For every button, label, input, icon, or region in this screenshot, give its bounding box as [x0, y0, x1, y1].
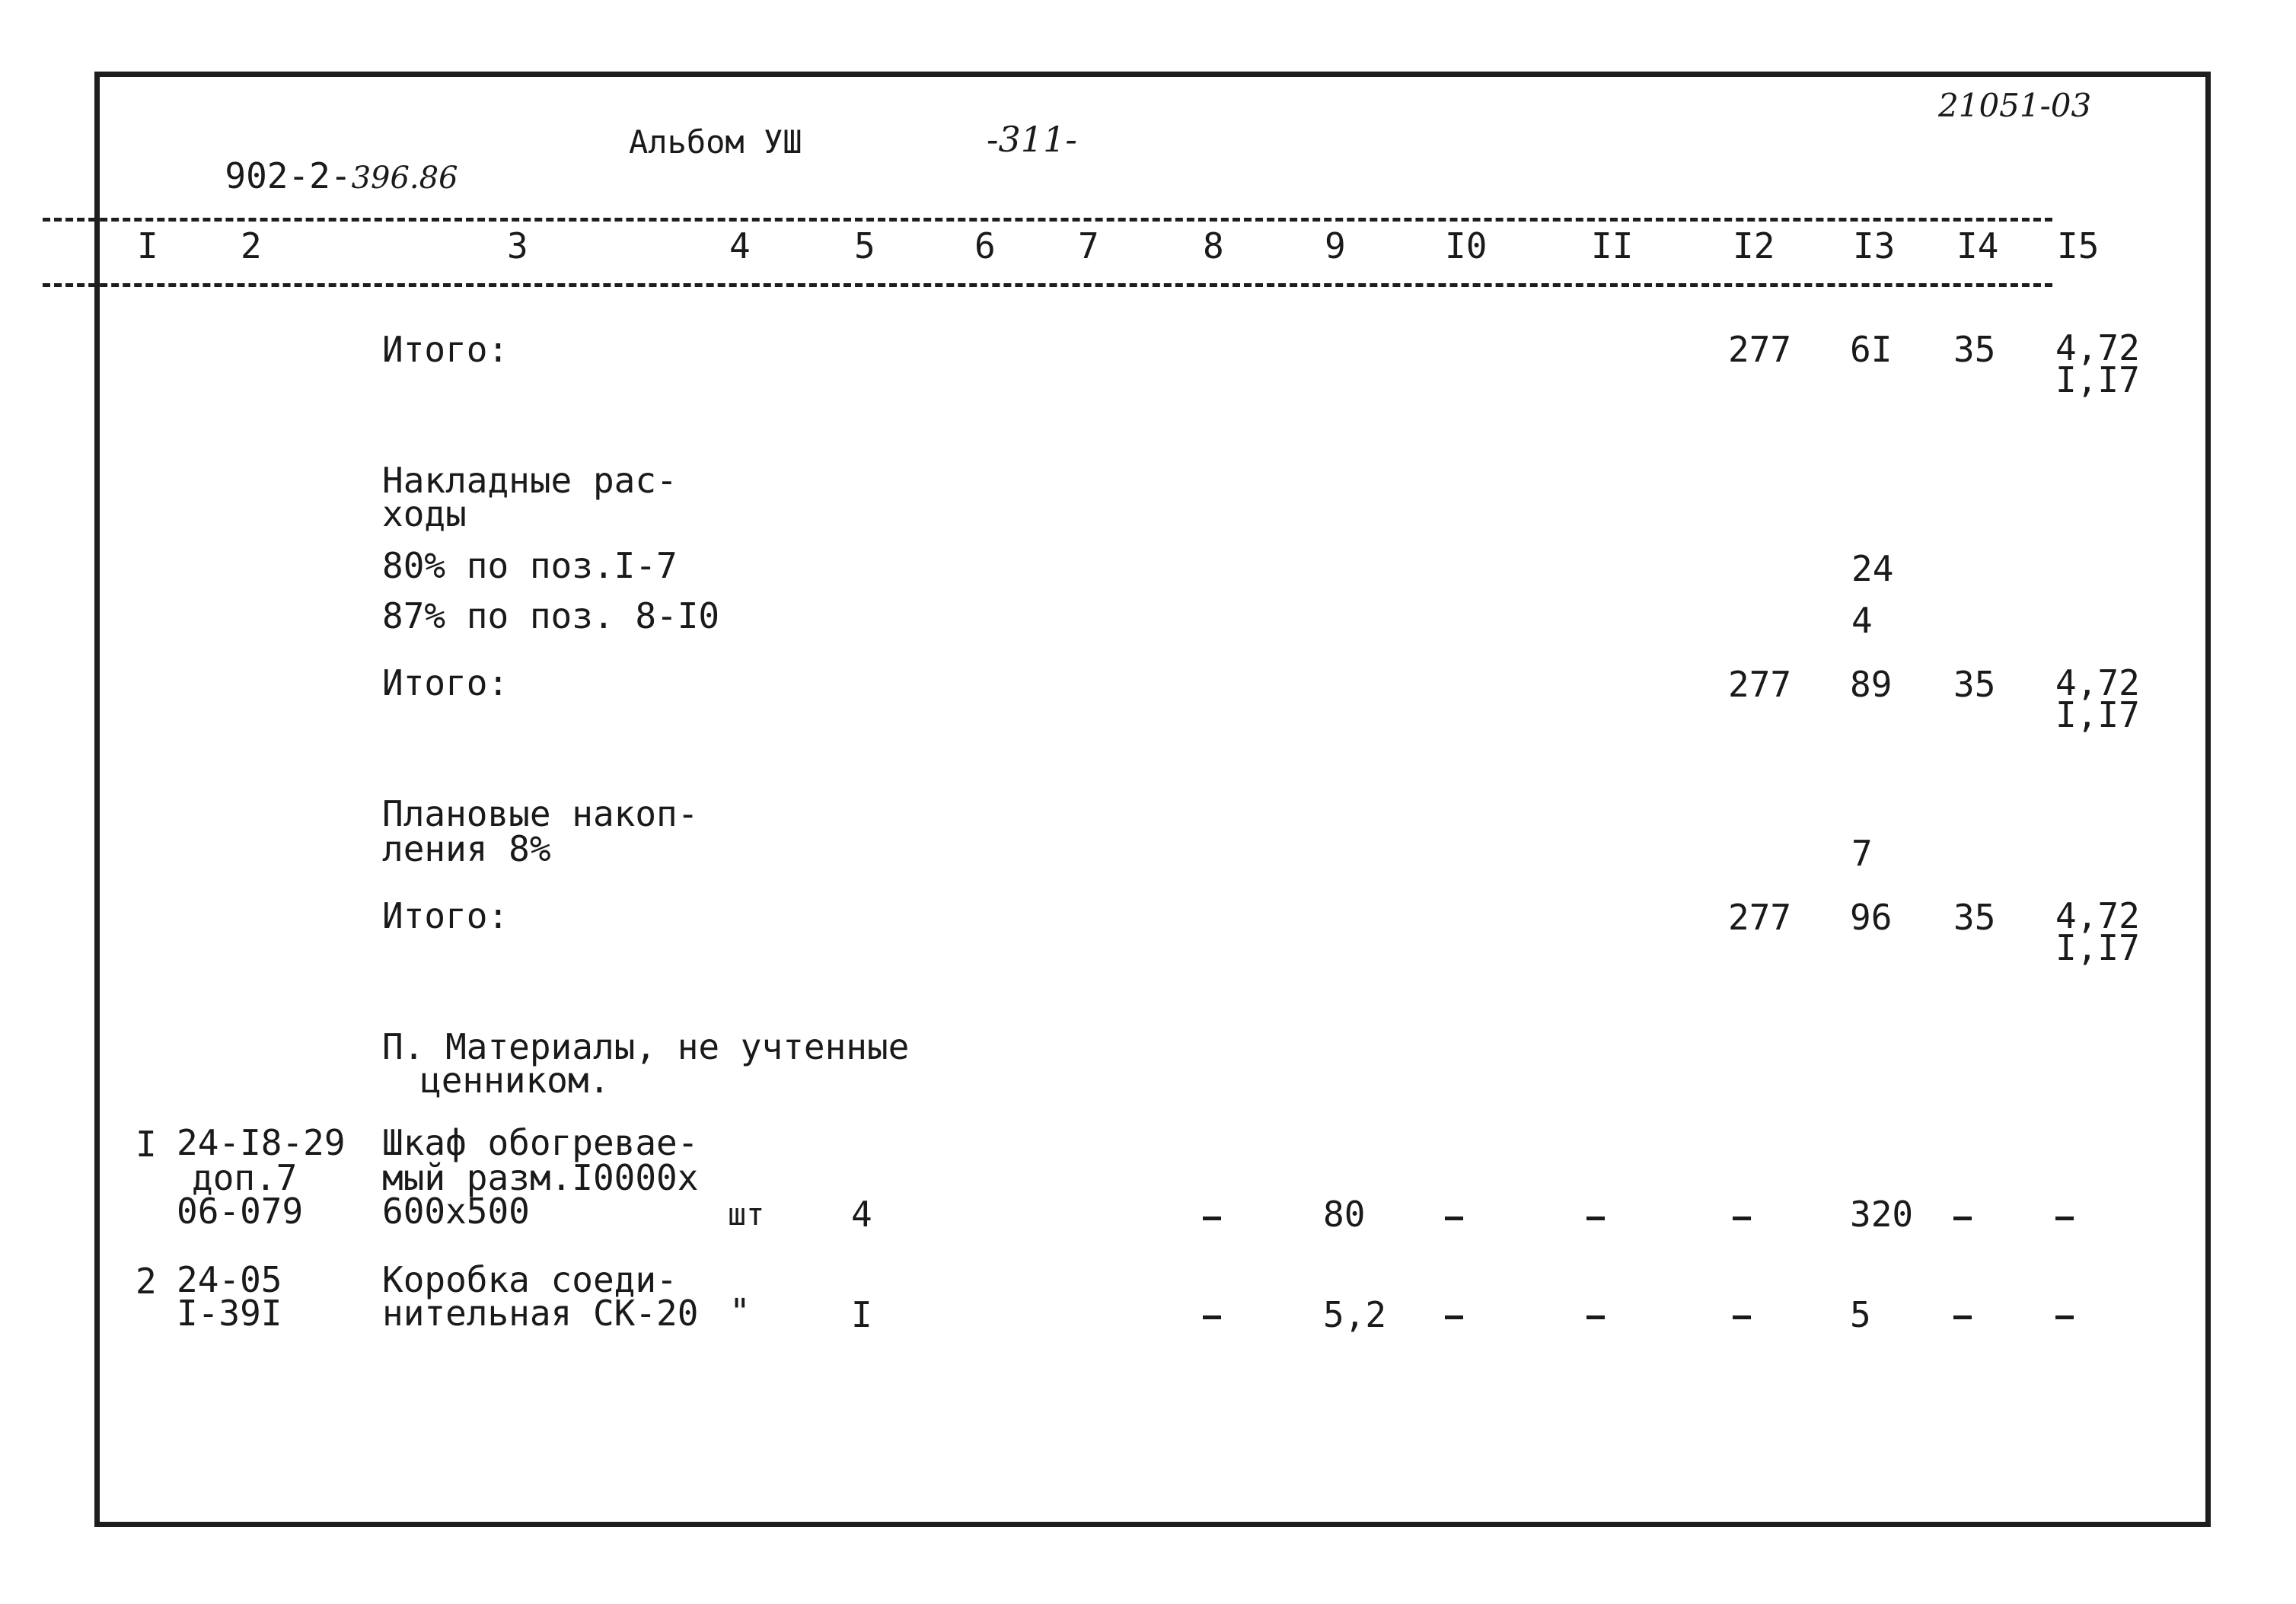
total-col13: 89: [1850, 664, 1893, 705]
item-price: 80: [1323, 1194, 1366, 1235]
total-col12: 277: [1728, 329, 1792, 370]
total-col15-line1: 4,72: [2055, 327, 2140, 368]
total-col13: 6I: [1850, 329, 1893, 370]
section-title-line1: П. Материалы, не учтенные: [382, 1026, 910, 1067]
total-col13: 96: [1850, 897, 1893, 938]
total-col14: 35: [1953, 329, 1996, 370]
item-code-line2: доп.7: [192, 1157, 298, 1198]
item-name-line2: нительная СК-20: [382, 1293, 699, 1334]
dash-mark: [1586, 1315, 1605, 1319]
item-price: 5,2: [1323, 1294, 1387, 1335]
dash-mark: [1586, 1217, 1605, 1220]
item-name-line2: мый разм.I0000х: [382, 1157, 699, 1198]
dash-mark: [1953, 1217, 1972, 1220]
dash-mark: [2055, 1217, 2074, 1220]
column-header-7: 7: [1078, 225, 1099, 266]
column-header-15: I5: [2057, 225, 2100, 266]
total-col15-line1: 4,72: [2055, 895, 2140, 936]
document-code: [183, 123, 458, 196]
document-code-prefix: 902-2-: [225, 155, 352, 196]
column-header-9: 9: [1325, 225, 1346, 266]
item-code-line3: 06-079: [177, 1191, 304, 1232]
column-header-12: I2: [1733, 225, 1775, 266]
dash-mark: [2055, 1315, 2074, 1319]
column-header-10: I0: [1445, 225, 1488, 266]
total-col15-line2: I,I7: [2055, 694, 2140, 735]
item-code-line1: 24-I8-29: [177, 1122, 346, 1163]
total-label: Итого:: [382, 662, 509, 703]
section-title-line2: ценником.: [420, 1060, 611, 1101]
total-col14: 35: [1953, 664, 1996, 705]
overhead-line1-col13: 24: [1851, 548, 1894, 589]
item-cost: 5: [1850, 1294, 1871, 1335]
dash-mark: [1445, 1315, 1463, 1319]
dash-mark: [1203, 1315, 1221, 1319]
total-col12: 277: [1728, 897, 1792, 938]
total-col15-line1: 4,72: [2055, 662, 2140, 703]
overhead-line2: 87% по поз. 8-I0: [382, 595, 720, 636]
total-label: Итого:: [382, 329, 509, 370]
item-unit: ": [729, 1291, 751, 1332]
column-header-6: 6: [974, 225, 996, 266]
dash-mark: [1445, 1217, 1463, 1220]
item-quantity: I: [851, 1294, 872, 1335]
total-col12: 277: [1728, 664, 1792, 705]
item-name-line3: 600х500: [382, 1191, 530, 1232]
item-code-line2: I-39I: [177, 1293, 282, 1334]
corner-number: 21051-03: [1938, 87, 2092, 124]
page-number: -311-: [987, 119, 1077, 160]
column-header-13: I3: [1853, 225, 1896, 266]
total-col15-line2: I,I7: [2055, 927, 2140, 968]
overhead-line1: 80% по поз.I-7: [382, 545, 678, 586]
column-header-1: I: [137, 225, 158, 266]
item-name-line1: Коробка соеди-: [382, 1259, 678, 1300]
planned-title-line1: Плановые накоп-: [382, 793, 699, 834]
column-header-5: 5: [854, 225, 875, 266]
item-quantity: 4: [851, 1194, 872, 1235]
planned-title-line2: ления 8%: [382, 828, 551, 869]
document-code-suffix: 396.86: [351, 161, 458, 196]
dash-mark: [1733, 1217, 1751, 1220]
column-header-14: I4: [1956, 225, 1999, 266]
album-label: Альбом УШ: [629, 123, 802, 161]
header-top-rule: [43, 218, 2052, 222]
item-name-line1: Шкаф обогревае-: [382, 1122, 699, 1163]
item-code-line1: 24-05: [177, 1259, 282, 1300]
planned-col13: 7: [1851, 833, 1873, 874]
item-cost: 320: [1850, 1194, 1914, 1235]
column-header-2: 2: [241, 225, 262, 266]
column-header-4: 4: [729, 225, 751, 266]
overhead-title-line2: ходы: [382, 493, 467, 534]
total-col15-line2: I,I7: [2055, 359, 2140, 400]
dash-mark: [1203, 1217, 1221, 1220]
total-col14: 35: [1953, 897, 1996, 938]
column-header-8: 8: [1203, 225, 1224, 266]
item-number: I: [136, 1124, 157, 1165]
overhead-title-line1: Накладные рас-: [382, 460, 678, 501]
dash-mark: [1953, 1315, 1972, 1319]
total-label: Итого:: [382, 895, 509, 936]
item-unit: шт: [728, 1197, 765, 1232]
header-bottom-rule: [43, 283, 2052, 287]
column-header-3: 3: [507, 225, 528, 266]
item-number: 2: [136, 1261, 157, 1302]
column-header-11: II: [1591, 225, 1634, 266]
overhead-line2-col13: 4: [1851, 600, 1873, 641]
dash-mark: [1733, 1315, 1751, 1319]
